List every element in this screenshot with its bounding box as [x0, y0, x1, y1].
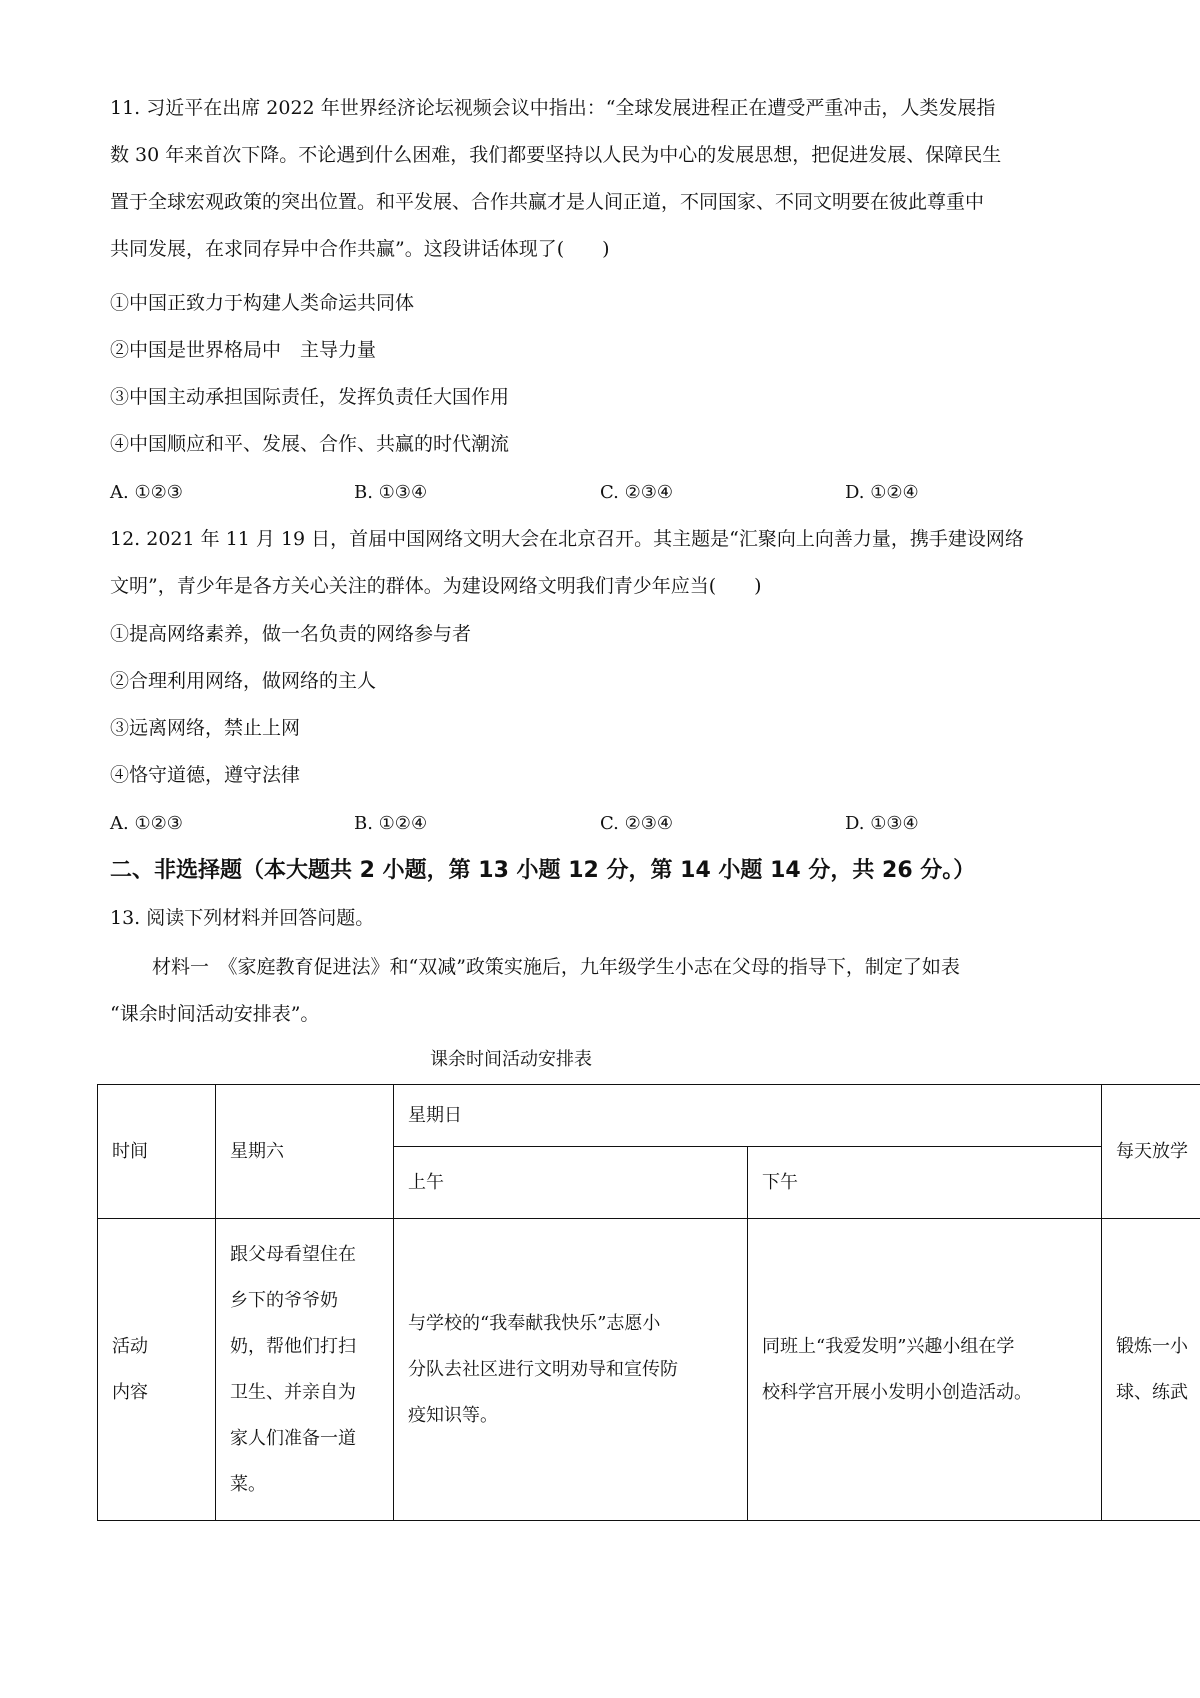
cell-daily [1102, 1219, 1200, 1521]
q12-option-d: D. ①③④ [845, 813, 919, 834]
q12-statement-1: ①提高网络素养，做一名负责的网络参与者 [110, 623, 472, 645]
cell-afternoon-line: 同班上“我爱发明”兴趣小组在学 [762, 1335, 1015, 1357]
cell-morning-line: 疫知识等。 [408, 1404, 498, 1426]
q12-stem-line-1: 12. 2021 年 11 月 19 日，首届中国网络文明大会在北京召开。其主题是“汇聚向上向善力量，携手建设网络 [110, 528, 1024, 550]
header-sunday-morning: 上午 [394, 1147, 748, 1219]
q11-option-b: B. ①③④ [354, 482, 428, 503]
q12-option-a: A. ①②③ [110, 813, 183, 834]
cell-saturday-line: 乡下的爷爷奶 [230, 1289, 338, 1311]
q12-option-c: C. ②③④ [600, 813, 673, 834]
q12-statement-2: ②合理利用网络，做网络的主人 [110, 670, 377, 692]
q11-stem-line-1: 11. 习近平在出席 2022 年世界经济论坛视频会议中指出：“全球发展进程正在遭受严重冲击，人类发展指 [110, 97, 996, 119]
q11-statement-2: ②中国是世界格局中 主导力量 [110, 339, 377, 361]
cell-morning-line: 分队去社区进行文明劝导和宣传防 [408, 1358, 678, 1380]
header-sunday-afternoon: 下午 [748, 1147, 1102, 1219]
q11-statement-4: ④中国顺应和平、发展、合作、共赢的时代潮流 [110, 433, 510, 455]
q12-option-b: B. ①②④ [354, 813, 428, 834]
header-daily: 每天放学 [1102, 1085, 1200, 1219]
q13-material-line-2: “课余时间活动安排表”。 [110, 1003, 320, 1025]
cell-sunday-afternoon [748, 1219, 1102, 1521]
cell-saturday-line: 跟父母看望住在 [230, 1243, 356, 1265]
header-time: 时间 [98, 1085, 216, 1219]
cell-daily-line: 球、练武 [1116, 1381, 1188, 1403]
activity-schedule-table [97, 1084, 1200, 1521]
header-sunday: 星期日 [394, 1085, 1102, 1147]
cell-morning-line: 与学校的“我奉献我快乐”志愿小 [408, 1312, 661, 1334]
q11-statement-3: ③中国主动承担国际责任，发挥负责任大国作用 [110, 386, 510, 408]
cell-saturday-line: 卫生、并亲自为 [230, 1381, 356, 1403]
row-label-line-2: 内容 [112, 1381, 148, 1403]
q12-stem-line-2: 文明”，青少年是各方关心关注的群体。为建设网络文明我们青少年应当( ) [110, 575, 762, 597]
cell-saturday-line: 菜。 [230, 1473, 266, 1495]
cell-afternoon-line: 校科学宫开展小发明小创造活动。 [762, 1381, 1032, 1403]
cell-saturday [216, 1219, 394, 1521]
q11-option-d: D. ①②④ [845, 482, 919, 503]
q11-statement-1: ①中国正致力于构建人类命运共同体 [110, 292, 415, 314]
q11-option-a: A. ①②③ [110, 482, 183, 503]
q12-statement-3: ③远离网络，禁止上网 [110, 717, 301, 739]
row-label-line-1: 活动 [112, 1335, 148, 1357]
q11-stem-line-4: 共同发展，在求同存异中合作共赢”。这段讲话体现了( ) [110, 238, 610, 260]
q11-stem-line-2: 数 30 年来首次下降。不论遇到什么困难，我们都要坚持以人民为中心的发展思想，把促进发展、保障民生 [110, 144, 1002, 166]
cell-daily-line: 锻炼一小 [1116, 1335, 1188, 1357]
cell-saturday-line: 家人们准备一道 [230, 1427, 356, 1449]
row-label [98, 1219, 216, 1521]
q12-statement-4: ④恪守道德，遵守法律 [110, 764, 301, 786]
q13-intro: 13. 阅读下列材料并回答问题。 [110, 907, 375, 929]
q11-stem-line-3: 置于全球宏观政策的突出位置。和平发展、合作共赢才是人间正道，不同国家、不同文明要在彼此尊重中 [110, 191, 985, 213]
cell-sunday-morning [394, 1219, 748, 1521]
cell-saturday-line: 奶，帮他们打扫 [230, 1335, 356, 1357]
q11-option-c: C. ②③④ [600, 482, 673, 503]
section-heading: 二、非选择题（本大题共 2 小题，第 13 小题 12 分，第 14 小题 14 分，共 26 分。） [110, 858, 976, 883]
table-caption: 课余时间活动安排表 [430, 1049, 592, 1070]
header-saturday: 星期六 [216, 1085, 394, 1219]
q13-material-line-1: 材料一 《家庭教育促进法》和“双减”政策实施后，九年级学生小志在父母的指导下，制定了如表 [152, 956, 960, 978]
